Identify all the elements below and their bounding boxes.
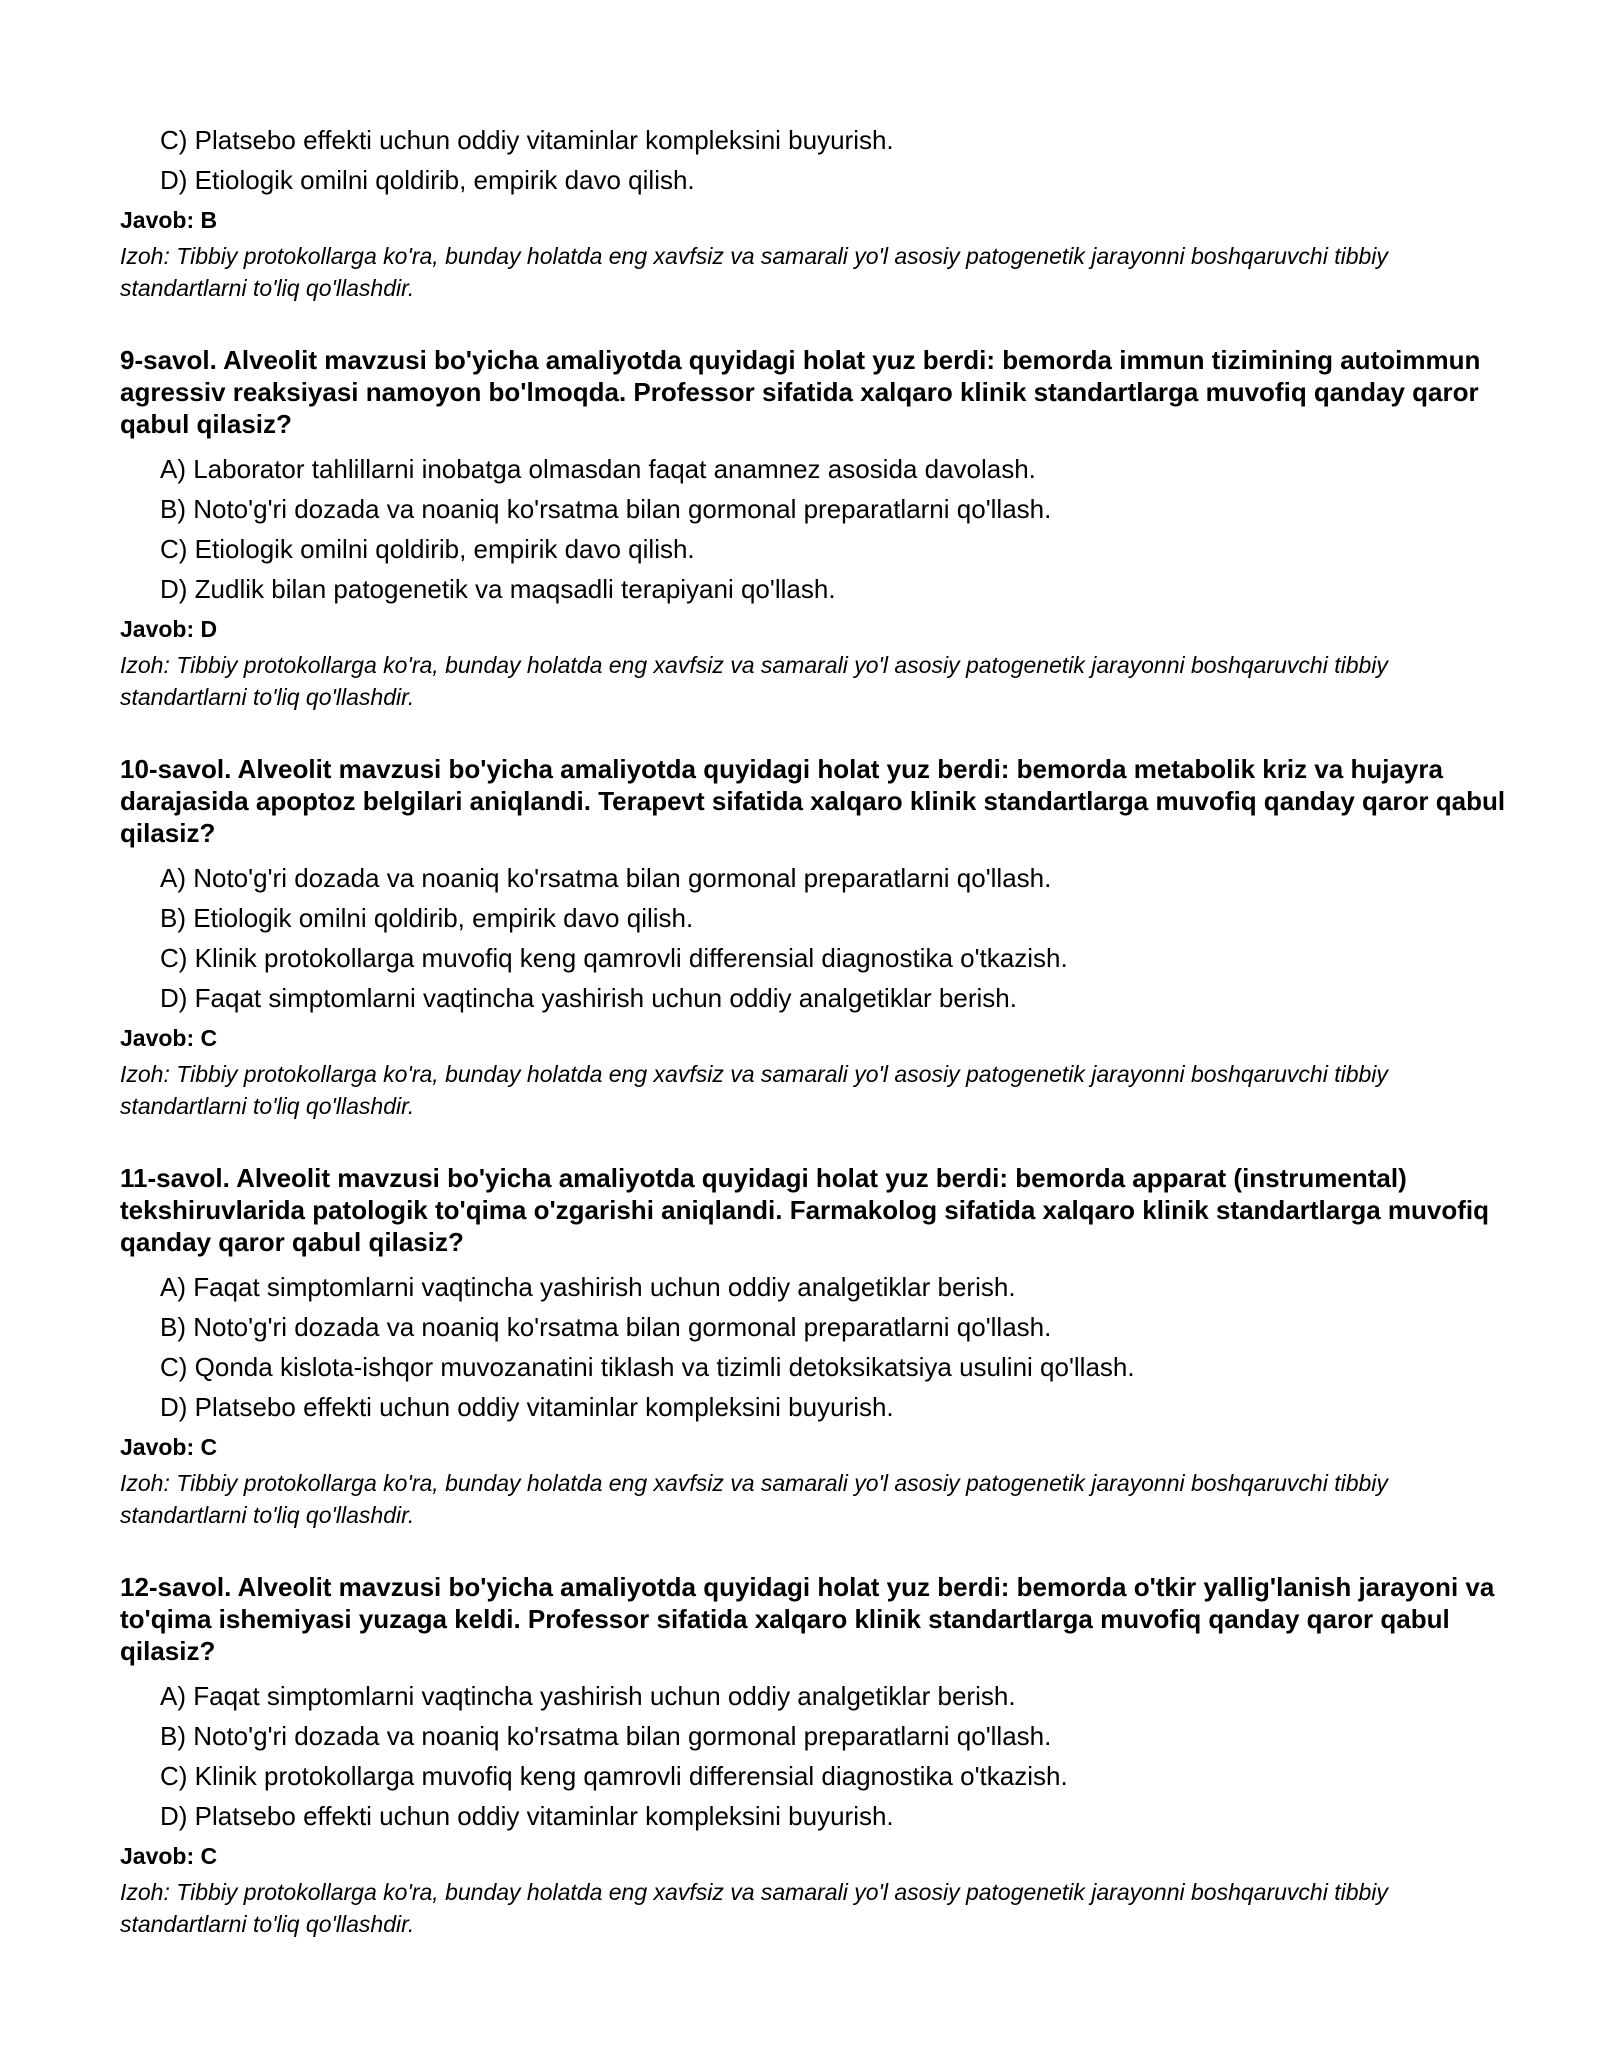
question-10-text: 10-savol. Alveolit mavzusi bo'yicha amaliyotda quyidagi holat yuz berdi: bemorda metabolik kriz va hujayra darajasida apoptoz belgilari aniqlandi. Terapevt sifatida xalqaro klinik standartlarga muvofiq qanday qaror qabul qilasiz?	[120, 754, 1506, 848]
explanation-note: Izoh: Tibbiy protokollarga ko'ra, bunday holatda eng xavfsiz va samarali yo'l asosiy patogenetik jarayonni boshqaruvchi tibbiy standartlarni to'liq qo'llashdir.	[120, 243, 1388, 301]
question-11-text: 11-savol. Alveolit mavzusi bo'yicha amaliyotda quyidagi holat yuz berdi: bemorda apparat (instrumental) tekshiruvlarida patologik to'qima o'zgarishi aniqlandi. Farmakolog sifatida xalqaro klinik standartlarga muvofiq qanday qaror qabul qilasiz?	[120, 1163, 1489, 1257]
question-11-option-c: C) Qonda kislota-ishqor muvozanatini tiklash va tizimli detoksikatsiya usulini qo'llash.	[160, 1352, 1135, 1382]
question-10-option-b: B) Etiologik omilni qoldirib, empirik davo qilish.	[160, 903, 694, 933]
question-10-option-a: A) Noto'g'ri dozada va noaniq ko'rsatma bilan gormonal preparatlarni qo'llash.	[160, 863, 1052, 893]
question-12-option-d: D) Platsebo effekti uchun oddiy vitaminlar kompleksini buyurish.	[160, 1801, 894, 1831]
question-9-note: Izoh: Tibbiy protokollarga ko'ra, bunday holatda eng xavfsiz va samarali yo'l asosiy patogenetik jarayonni boshqaruvchi tibbiy standartlarni to'liq qo'llashdir.	[120, 652, 1388, 710]
question-9-option-a: A) Laborator tahlillarni inobatga olmasdan faqat anamnez asosida davolash.	[160, 454, 1036, 484]
question-9-option-d: D) Zudlik bilan patogenetik va maqsadli terapiyani qo'llash.	[160, 574, 836, 604]
question-12-answer: Javob: C	[120, 1843, 218, 1869]
question-9-option-b: B) Noto'g'ri dozada va noaniq ko'rsatma bilan gormonal preparatlarni qo'llash.	[160, 494, 1052, 524]
option-c: C) Platsebo effekti uchun oddiy vitaminlar kompleksini buyurish.	[160, 125, 894, 155]
answer-label: Javob: B	[120, 207, 218, 233]
question-12-text: 12-savol. Alveolit mavzusi bo'yicha amaliyotda quyidagi holat yuz berdi: bemorda o'tkir yallig'lanish jarayoni va to'qima ishemiyasi yuzaga keldi. Professor sifatida xalqaro klinik standartlarga muvofiq qanday qaror qabul qilasiz?	[120, 1572, 1495, 1666]
question-11-option-b: B) Noto'g'ri dozada va noaniq ko'rsatma bilan gormonal preparatlarni qo'llash.	[160, 1312, 1052, 1342]
question-12-option-b: B) Noto'g'ri dozada va noaniq ko'rsatma bilan gormonal preparatlarni qo'llash.	[160, 1721, 1052, 1751]
question-9-text: 9-savol. Alveolit mavzusi bo'yicha amaliyotda quyidagi holat yuz berdi: bemorda immun tizimining autoimmun agressiv reaksiyasi namoyon bo'lmoqda. Professor sifatida xalqaro klinik standartlarga muvofiq qanday qaror qabul qilasiz?	[120, 345, 1481, 439]
question-11-option-d: D) Platsebo effekti uchun oddiy vitaminlar kompleksini buyurish.	[160, 1392, 894, 1422]
question-11-option-a: A) Faqat simptomlarni vaqtincha yashirish uchun oddiy analgetiklar berish.	[160, 1272, 1016, 1302]
question-10-option-c: C) Klinik protokollarga muvofiq keng qamrovli differensial diagnostika o'tkazish.	[160, 943, 1068, 973]
question-12-option-c: C) Klinik protokollarga muvofiq keng qamrovli differensial diagnostika o'tkazish.	[160, 1761, 1068, 1791]
question-12-option-a: A) Faqat simptomlarni vaqtincha yashirish uchun oddiy analgetiklar berish.	[160, 1681, 1016, 1711]
question-12-note: Izoh: Tibbiy protokollarga ko'ra, bunday holatda eng xavfsiz va samarali yo'l asosiy patogenetik jarayonni boshqaruvchi tibbiy standartlarni to'liq qo'llashdir.	[120, 1879, 1388, 1937]
question-9-option-c: C) Etiologik omilni qoldirib, empirik davo qilish.	[160, 534, 695, 564]
question-11-note: Izoh: Tibbiy protokollarga ko'ra, bunday holatda eng xavfsiz va samarali yo'l asosiy patogenetik jarayonni boshqaruvchi tibbiy standartlarni to'liq qo'llashdir.	[120, 1470, 1388, 1528]
question-10-option-d: D) Faqat simptomlarni vaqtincha yashirish uchun oddiy analgetiklar berish.	[160, 983, 1017, 1013]
question-10-note: Izoh: Tibbiy protokollarga ko'ra, bunday holatda eng xavfsiz va samarali yo'l asosiy patogenetik jarayonni boshqaruvchi tibbiy standartlarni to'liq qo'llashdir.	[120, 1061, 1388, 1119]
question-9-answer: Javob: D	[120, 616, 218, 642]
option-d: D) Etiologik omilni qoldirib, empirik davo qilish.	[160, 165, 695, 195]
question-11-answer: Javob: C	[120, 1434, 218, 1460]
question-10-answer: Javob: C	[120, 1025, 218, 1051]
